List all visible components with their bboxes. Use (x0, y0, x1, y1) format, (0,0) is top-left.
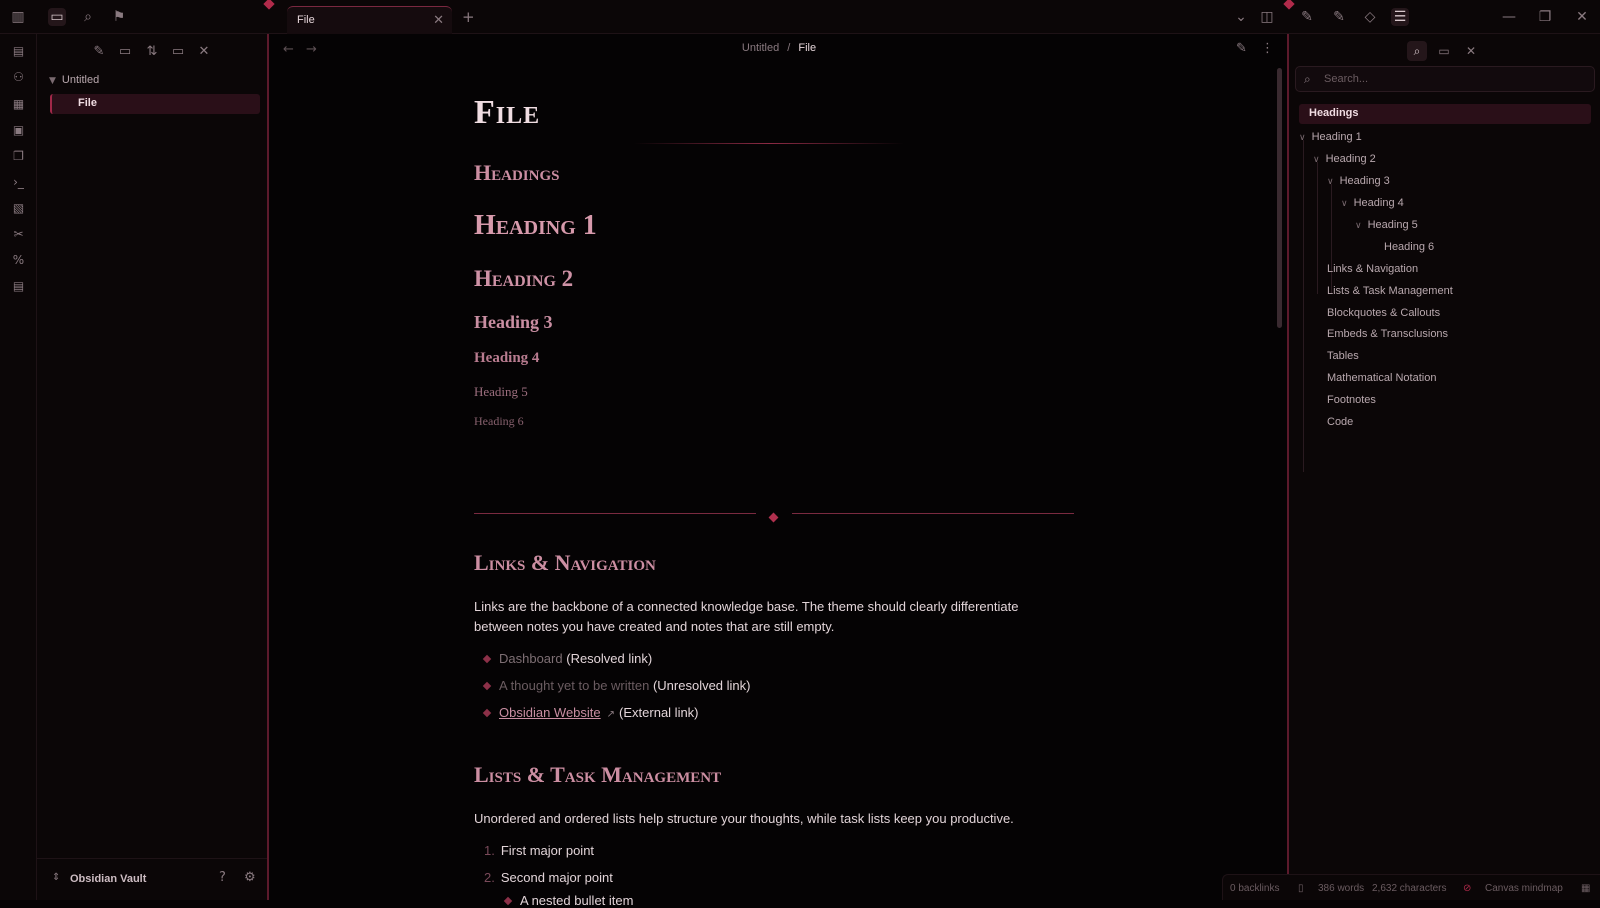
list-text: A nested bullet item (520, 893, 634, 908)
lists-paragraph: Unordered and ordered lists help structure your thoughts, while task lists keep you productive. (474, 811, 1014, 826)
outline-label: Embeds & Transclusions (1327, 328, 1449, 340)
list-number: 1. (484, 843, 495, 858)
divider (792, 513, 1074, 514)
accent-marker (263, 0, 274, 10)
internal-link[interactable]: Dashboard (499, 651, 563, 666)
outline-item[interactable] (1341, 197, 1404, 209)
divider (474, 513, 756, 514)
chevron-down-icon: ∨ (1355, 221, 1362, 231)
new-folder-icon[interactable]: ▭ (118, 44, 132, 59)
bullet-icon (483, 709, 491, 717)
link-note: (External link) (619, 705, 699, 720)
ordered-item (484, 870, 613, 885)
file-label: File (78, 97, 97, 109)
heading-1: Heading 1 (474, 210, 597, 241)
bookmark-icon[interactable]: ⚑ (112, 9, 126, 25)
heading-2: Heading 2 (474, 266, 574, 291)
forward-icon[interactable]: → (306, 42, 317, 57)
list-text: Second major point (500, 870, 613, 885)
restore-icon[interactable]: ❐ (1538, 9, 1552, 25)
bullet-icon (483, 655, 491, 663)
edit-mode-icon[interactable]: ✎ (1236, 41, 1247, 56)
outline-item[interactable] (1327, 175, 1390, 187)
breadcrumb-parent[interactable]: Untitled (741, 42, 780, 54)
outline-item[interactable] (1327, 350, 1359, 362)
outline-item[interactable] (1299, 131, 1362, 143)
character-count: 2,632 characters (1372, 883, 1447, 894)
outline-item[interactable] (1313, 153, 1376, 165)
unresolved-link[interactable]: A thought yet to be written (499, 678, 650, 693)
heading-lists-tasks: Lists & Task Management (474, 762, 722, 787)
list-text: First major point (500, 843, 595, 858)
outline-label: Lists & Task Management (1327, 285, 1453, 297)
panel-toggle-icon[interactable]: ▭ (1438, 44, 1450, 58)
tools-icon[interactable]: ✂ (13, 227, 24, 241)
scrollbar[interactable] (1277, 68, 1282, 328)
outline-label: Heading 1 (1311, 131, 1362, 143)
outline-label: Heading 5 (1367, 219, 1418, 231)
outline-item[interactable] (1327, 307, 1440, 319)
table-icon[interactable]: ▤ (12, 279, 25, 293)
file-explorer (37, 34, 269, 900)
heading-6: Heading 6 (474, 414, 524, 428)
sidebar-toggle-icon[interactable]: ▥ (11, 9, 25, 25)
page-title: File (474, 94, 541, 131)
heading-3: Heading 3 (474, 312, 553, 332)
external-link[interactable]: Obsidian Website (499, 705, 601, 720)
editor-pane (271, 34, 1287, 908)
outline-item[interactable] (1327, 263, 1418, 275)
outline-label: Headings (1309, 107, 1359, 119)
canvas-mindmap-status[interactable]: Canvas mindmap (1485, 883, 1563, 894)
canvas-icon[interactable]: ▦ (12, 97, 25, 111)
new-note-icon[interactable]: ✎ (93, 44, 105, 59)
indent-guide (1303, 140, 1304, 472)
word-count: 386 words (1318, 883, 1365, 894)
help-icon[interactable]: ? (219, 870, 226, 885)
reading-icon[interactable]: ▯ (1298, 883, 1304, 894)
outline-item[interactable] (1327, 328, 1448, 340)
outline-panel (1287, 34, 1600, 900)
outline-label: Blockquotes & Callouts (1327, 307, 1441, 319)
divider-gem-icon (769, 513, 779, 523)
outline-label: Code (1327, 416, 1354, 428)
heading-links-navigation: Links & Navigation (474, 550, 656, 575)
folder-icon[interactable]: ▭ (48, 8, 66, 26)
chevron-down-icon: ∨ (1327, 177, 1334, 187)
split-view-icon[interactable]: ◫ (1260, 9, 1274, 25)
templates-icon[interactable]: ▧ (12, 201, 25, 215)
chevron-down-icon: ∨ (1299, 133, 1306, 143)
vault-switcher (37, 858, 267, 900)
templater-icon[interactable]: % (12, 253, 25, 267)
outline-label: Links & Navigation (1327, 263, 1419, 275)
pages-icon[interactable]: ❐ (13, 149, 24, 163)
outline-item[interactable] (1327, 285, 1453, 297)
breadcrumb-separator: / (787, 42, 791, 54)
window-close-icon[interactable]: ✕ (1576, 9, 1588, 25)
collapse-icon[interactable]: ✕ (1465, 44, 1477, 58)
tree-folder-untitled[interactable] (49, 74, 99, 86)
outline-label: Heading 4 (1353, 197, 1404, 209)
vault-chevron-icon[interactable]: ⇕ (52, 872, 61, 883)
link-note: (Resolved link) (566, 651, 653, 666)
bullet-icon (483, 682, 491, 690)
breadcrumb-current[interactable]: File (798, 42, 817, 54)
close-icon[interactable]: ✕ (433, 13, 444, 28)
title-rule (634, 143, 904, 144)
outline-item[interactable] (1327, 394, 1376, 406)
layout-icon[interactable]: ▦ (1581, 883, 1591, 894)
list-item (484, 651, 652, 666)
outline-label: Footnotes (1327, 394, 1376, 406)
chevron-down-icon: ∨ (1313, 155, 1320, 165)
list-item (484, 678, 751, 693)
outline-item[interactable] (1327, 372, 1436, 384)
list-number: 2. (484, 870, 495, 885)
indent-guide (1317, 162, 1318, 294)
outline-label: Tables (1327, 350, 1359, 362)
heading-headings: Headings (474, 160, 560, 185)
list-item (484, 705, 699, 720)
search-icon[interactable]: ⌕ (1407, 41, 1427, 61)
sort-icon[interactable]: ⇅ (146, 44, 158, 59)
accent-marker (1283, 0, 1294, 10)
search-icon[interactable]: ⌕ (84, 9, 92, 25)
outline-item-headings[interactable] (1299, 104, 1591, 124)
tab-title: File (297, 14, 315, 26)
left-ribbon (0, 34, 37, 900)
outline-label: Heading 6 (1384, 241, 1435, 253)
plugin-icon[interactable]: ✎ (1301, 9, 1313, 25)
graph-icon[interactable]: ⚇ (13, 70, 24, 84)
tree-file-file[interactable] (50, 94, 260, 114)
search-input[interactable] (1324, 71, 1584, 87)
nested-list-item (505, 893, 633, 908)
ordered-item (484, 843, 594, 858)
chevron-down-icon[interactable]: ⌄ (1235, 9, 1247, 25)
folder-label: Untitled (61, 74, 100, 86)
links-paragraph: Links are the backbone of a connected knowledge base. The theme should clearly differentiate between notes you have created and notes that are still empty. (474, 599, 1019, 634)
outline-item[interactable] (1355, 219, 1418, 231)
link-note: (Unresolved link) (652, 678, 751, 693)
title-bar (0, 0, 1600, 34)
outline-icon[interactable]: ☰ (1391, 8, 1409, 26)
heading-4: Heading 4 (474, 350, 540, 366)
backlinks-count[interactable]: 0 backlinks (1230, 883, 1280, 894)
auto-reveal-icon[interactable]: ▭ (171, 44, 185, 59)
settings-icon[interactable]: ⚙ (244, 870, 256, 885)
sync-off-icon[interactable]: ⊘ (1463, 883, 1472, 894)
new-note-icon[interactable]: ▤ (12, 44, 25, 58)
tab-file[interactable] (287, 6, 452, 34)
calendar-icon[interactable]: ▣ (12, 123, 25, 137)
outline-search (1295, 66, 1595, 92)
breadcrumb (271, 42, 1287, 54)
tag-icon[interactable]: ◇ (1364, 9, 1376, 25)
vault-name[interactable]: Obsidian Vault (70, 873, 147, 885)
more-options-icon[interactable]: ⋮ (1261, 41, 1274, 56)
collapse-all-icon[interactable]: ✕ (198, 44, 210, 59)
status-bar (1222, 874, 1600, 900)
external-link-icon: ↗ (606, 709, 616, 720)
indent-guide (1331, 184, 1332, 294)
outline-item[interactable] (1384, 241, 1434, 253)
outline-label: Heading 2 (1325, 153, 1376, 165)
heading-5: Heading 5 (474, 384, 528, 399)
chevron-down-icon: ▼ (49, 76, 56, 86)
bullet-icon (504, 897, 512, 905)
outline-item[interactable] (1327, 416, 1353, 428)
plugin-icon[interactable]: ✎ (1333, 9, 1345, 25)
chevron-down-icon: ∨ (1341, 199, 1348, 209)
back-icon[interactable]: ← (283, 42, 294, 57)
minimize-icon[interactable]: — (1502, 9, 1516, 25)
new-tab-icon[interactable]: + (462, 8, 475, 26)
terminal-icon[interactable]: ›_ (13, 175, 24, 189)
search-icon: ⌕ (1304, 72, 1311, 86)
outline-label: Heading 3 (1339, 175, 1390, 187)
outline-label: Mathematical Notation (1327, 372, 1437, 384)
